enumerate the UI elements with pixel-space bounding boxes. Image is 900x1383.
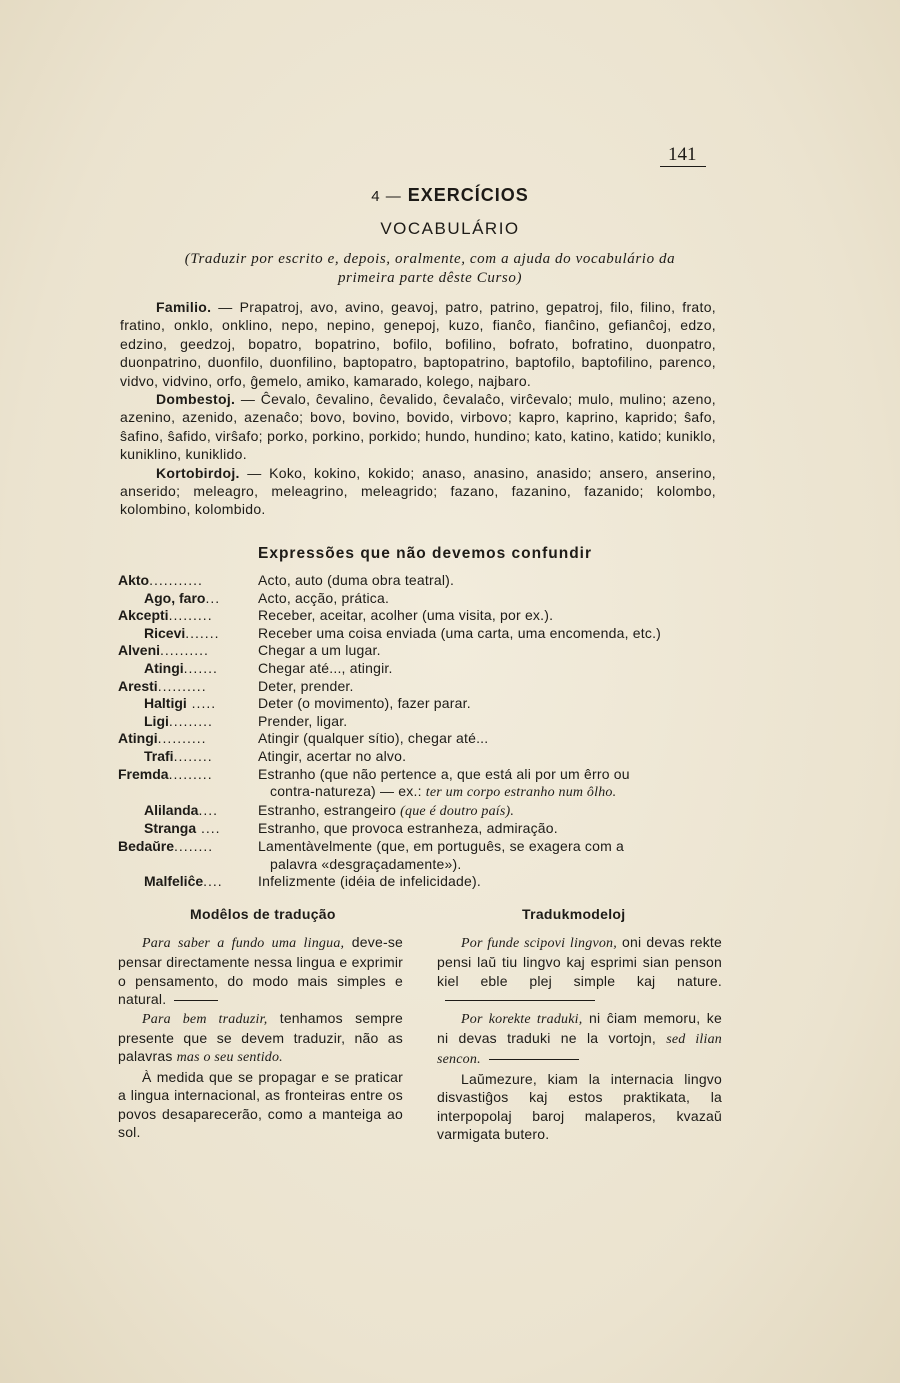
expression-term-cell: [118, 625, 258, 643]
expression-term-cell: [118, 660, 258, 678]
leader-dots: ....: [198, 801, 219, 818]
expression-term: Alilanda: [144, 801, 199, 818]
expression-row: [118, 838, 718, 873]
model-text: oni devas rekte pensi laŭ tiu lingvo kaj esprimi sian penson kiel eble plej simple kaj nature.: [437, 934, 722, 989]
definition-text: Estranho, estrangeiro: [258, 801, 397, 818]
leader-dots: ..........: [160, 642, 209, 659]
definition-text: Receber uma coisa enviada (uma carta, uma encomenda, etc.): [258, 624, 662, 641]
definition-text: contra-natureza) — ex.:: [270, 783, 422, 800]
expressions-title: Expressões que não devemos confundir: [257, 545, 593, 562]
model-italic: mas o seu sentido.: [176, 1050, 283, 1066]
vocabulary-term: Familio.: [156, 299, 212, 315]
expression-term: Atingi: [118, 730, 158, 747]
expression-definition: [258, 873, 718, 891]
leader-dots: ........: [174, 837, 214, 854]
expression-term-cell: [118, 838, 258, 873]
expression-term: Akto: [118, 572, 150, 588]
expression-term-cell: [118, 572, 258, 590]
leader-dots: .........: [168, 765, 213, 782]
expression-term: Alveni: [118, 642, 161, 659]
leader-dots: ...: [205, 589, 221, 606]
model-italic: Por korekte traduki,: [461, 1011, 583, 1027]
leader-dots: ....: [203, 873, 223, 890]
expression-term-cell: [118, 820, 258, 838]
expression-row: [118, 660, 718, 678]
expression-row: [118, 695, 718, 713]
expression-definition: [258, 572, 718, 590]
definition-text: Estranho, que provoca estranheza, admiração.: [258, 820, 558, 837]
definition-text: Atingir (qualquer sítio), chegar até...: [258, 730, 489, 747]
leader-dots: ..........: [157, 677, 207, 694]
definition-continuation: [258, 783, 718, 802]
exercise-title: EXERCÍCIOS: [407, 185, 529, 205]
definition-text: Chegar até..., atingir.: [258, 659, 393, 676]
expression-term: Malfeliĉe: [144, 873, 204, 890]
expression-term-cell: [118, 802, 258, 821]
definition-text: Acto, auto (duma obra teatral).: [258, 572, 455, 588]
definition-text: Lamentàvelmente (que, em português, se exagera com a: [258, 837, 625, 854]
models-title-esperanto: Tradukmodeloj: [522, 906, 626, 922]
expression-term-cell: [118, 748, 258, 766]
paragraph-rule: [174, 1000, 218, 1001]
definition-text: Estranho (que não pertence a, que está ali por um êrro ou: [258, 765, 630, 782]
model-text: Laŭmezure, kiam la internacia lingvo disvastiĝos kaj estos praktikata, la interpopolaj baroj malaperos, kvazaŭ varmigata butero.: [437, 1070, 722, 1143]
expression-row: [118, 678, 718, 696]
vocabulary-paragraph: [120, 390, 716, 464]
model-text: tenhamos sempre presente que se devem traduzir, não as palavras: [118, 1009, 403, 1065]
expression-definition: [258, 607, 718, 625]
leader-dots: .....: [186, 695, 217, 712]
model-text: À medida que se propagar e se praticar a lingua internacional, as fronteiras entre os povos desaparecerão, como a manteiga ao sol.: [118, 1068, 403, 1141]
expression-row: [118, 802, 718, 821]
definition-text: Deter (o movimento), fazer parar.: [258, 695, 471, 712]
leader-dots: ....: [196, 820, 221, 837]
expression-term-cell: [118, 642, 258, 660]
model-paragraph: [437, 933, 722, 1009]
paragraph-rule: [489, 1059, 579, 1060]
expression-row: [118, 748, 718, 766]
expression-term: Akcepti: [118, 607, 169, 624]
model-paragraph: [118, 1068, 403, 1142]
model-italic: Para saber a fundo uma lingua,: [142, 936, 345, 951]
expression-term: Atingi: [144, 659, 184, 676]
models-column-esperanto: [437, 933, 722, 1143]
expression-term-cell: [118, 607, 258, 625]
expression-term: Ligi: [144, 712, 169, 729]
expression-term: Stranga: [144, 820, 197, 837]
model-italic: Por funde scipovi lingvon,: [461, 936, 617, 951]
expression-row: [118, 766, 718, 802]
expression-term-cell: [118, 730, 258, 748]
definition-text: Prender, ligar.: [258, 712, 348, 729]
expression-definition: [258, 730, 718, 748]
vocabulary-paragraph: [120, 298, 716, 390]
leader-dots: .......: [185, 624, 220, 641]
vocabulary-heading: VOCABULÁRIO: [380, 219, 520, 238]
definition-text: Atingir, acertar no alvo.: [258, 747, 407, 764]
expression-row: [118, 590, 718, 608]
model-paragraph: [437, 1009, 722, 1070]
expression-row: [118, 642, 718, 660]
vocabulary-text: — Ĉevalo, ĉevalino, ĉevalido, ĉevalaĉo, virĉevalo; mulo, mulino; azeno, azenino, azenido, azenaĉo; bovo, bovino, bovido, virbovo; kapro, kaprino, kaprido; ŝafo, ŝafino, ŝafido, virŝafo; porko, porkino, porkido; hundo, hundino; kato, katino, katido; kuniklo, kuniklino, kuniklido.: [120, 391, 716, 463]
definition-continuation: [258, 856, 718, 874]
leader-dots: .........: [168, 712, 213, 729]
expression-term-cell: [118, 766, 258, 802]
vocabulary-text: — Koko, kokino, kokido; anaso, anasino, anasido; ansero, anserino, anserido; meleagro, meleagrino, meleagrido; fazano, fazanino, fazanido; kolombo, kolombino, kolombido.: [120, 464, 716, 518]
expression-term-cell: [118, 695, 258, 713]
leader-dots: ..........: [157, 730, 207, 747]
model-text: ni ĉiam memoru, ke ni devas traduki ne la vortojn,: [437, 1009, 722, 1047]
expressions-list: [118, 572, 718, 891]
exercise-number: 4 —: [371, 188, 402, 205]
instruction-text: (Traduzir por escrito e, depois, oralmente, com a ajuda do vocabulário da primeira parte dêste Curso): [184, 251, 676, 286]
expression-definition: [258, 802, 718, 821]
expression-definition: [258, 678, 718, 696]
vocabulary-text: — Prapatroj, avo, avino, geavoj, patro, patrino, gepatroj, filo, filino, frato, fratino, onklo, onklino, nepo, nepino, genepoj, kuzo, fianĉo, fianĉino, gefianĉoj, edzo, edzino, geedzoj, bopatro, bopatrino, bofilo, bofilino, bofrato, bofratino, duonpatro, duonpatrino, duonfilo, duonfilino, baptopatro, baptopatrino, baptofilo, baptofilino, parenco, vidvo, vidvino, orfo, ĝemelo, amiko, kamarado, kolego, najbaro.: [120, 299, 716, 389]
expression-row: [118, 873, 718, 891]
expression-term: Haltigi: [144, 695, 187, 712]
definition-text: Chegar a um lugar.: [258, 642, 381, 659]
expression-term: Ago, faro: [144, 589, 206, 606]
expression-definition: [258, 642, 718, 660]
expression-definition: [258, 625, 718, 643]
definition-italic: (que é doutro país).: [400, 803, 515, 819]
page-number-rule: [660, 166, 706, 167]
exercise-heading: [0, 185, 900, 206]
model-paragraph: [118, 933, 403, 1009]
expression-row: [118, 625, 718, 643]
leader-dots: ........: [173, 747, 213, 764]
model-italic: sed ilian sencon.: [437, 1032, 722, 1068]
expression-term: Trafi: [144, 747, 174, 764]
definition-text: Infelizmente (idéia de infelicidade).: [258, 873, 481, 890]
page-number: 141: [668, 144, 697, 165]
definition-text: palavra «desgraçadamente»).: [270, 855, 462, 872]
models-column-portuguese: [118, 933, 403, 1141]
expression-term-cell: [118, 590, 258, 608]
definition-italic: ter um corpo estranho num ôlho.: [425, 785, 617, 801]
model-text: deve-se pensar directamente nessa lingua e exprimir o pensamento, do modo mais simples e natural.: [118, 934, 404, 1008]
expression-definition: [258, 660, 718, 678]
vocabulary-term: Dombestoj.: [156, 391, 236, 408]
expression-term-cell: [118, 873, 258, 891]
expression-term: Aresti: [118, 677, 158, 694]
expression-definition: [258, 748, 718, 766]
expression-definition: [258, 838, 718, 873]
vocabulary-term: Kortobirdoj.: [156, 464, 240, 481]
expression-term-cell: [118, 713, 258, 731]
leader-dots: .......: [183, 659, 218, 676]
expression-definition: [258, 590, 718, 608]
expression-term: Bedaŭre: [118, 837, 175, 854]
expression-definition: [258, 820, 718, 838]
definition-text: Acto, acção, prática.: [258, 589, 390, 606]
expression-definition: [258, 766, 718, 802]
expression-definition: [258, 713, 718, 731]
expression-row: [118, 713, 718, 731]
expression-row: [118, 572, 718, 590]
model-paragraph: [437, 1070, 722, 1144]
expression-row: [118, 730, 718, 748]
vocabulary-paragraph: [120, 464, 716, 519]
expression-definition: [258, 695, 718, 713]
leader-dots: ...........: [149, 572, 203, 588]
models-title-portuguese: Modêlos de tradução: [190, 906, 336, 922]
expression-row: [118, 607, 718, 625]
model-italic: Para bem traduzir,: [142, 1011, 268, 1027]
expression-term: Fremda: [118, 765, 169, 782]
leader-dots: .........: [168, 607, 213, 624]
paragraph-rule: [445, 1000, 595, 1001]
definition-text: Deter, prender.: [258, 677, 354, 694]
model-paragraph: [118, 1009, 403, 1068]
expression-term-cell: [118, 678, 258, 696]
expression-term: Ricevi: [144, 624, 186, 641]
expression-row: [118, 820, 718, 838]
vocabulary-section: [120, 298, 716, 519]
definition-text: Receber, aceitar, acolher (uma visita, por ex.).: [258, 607, 554, 624]
